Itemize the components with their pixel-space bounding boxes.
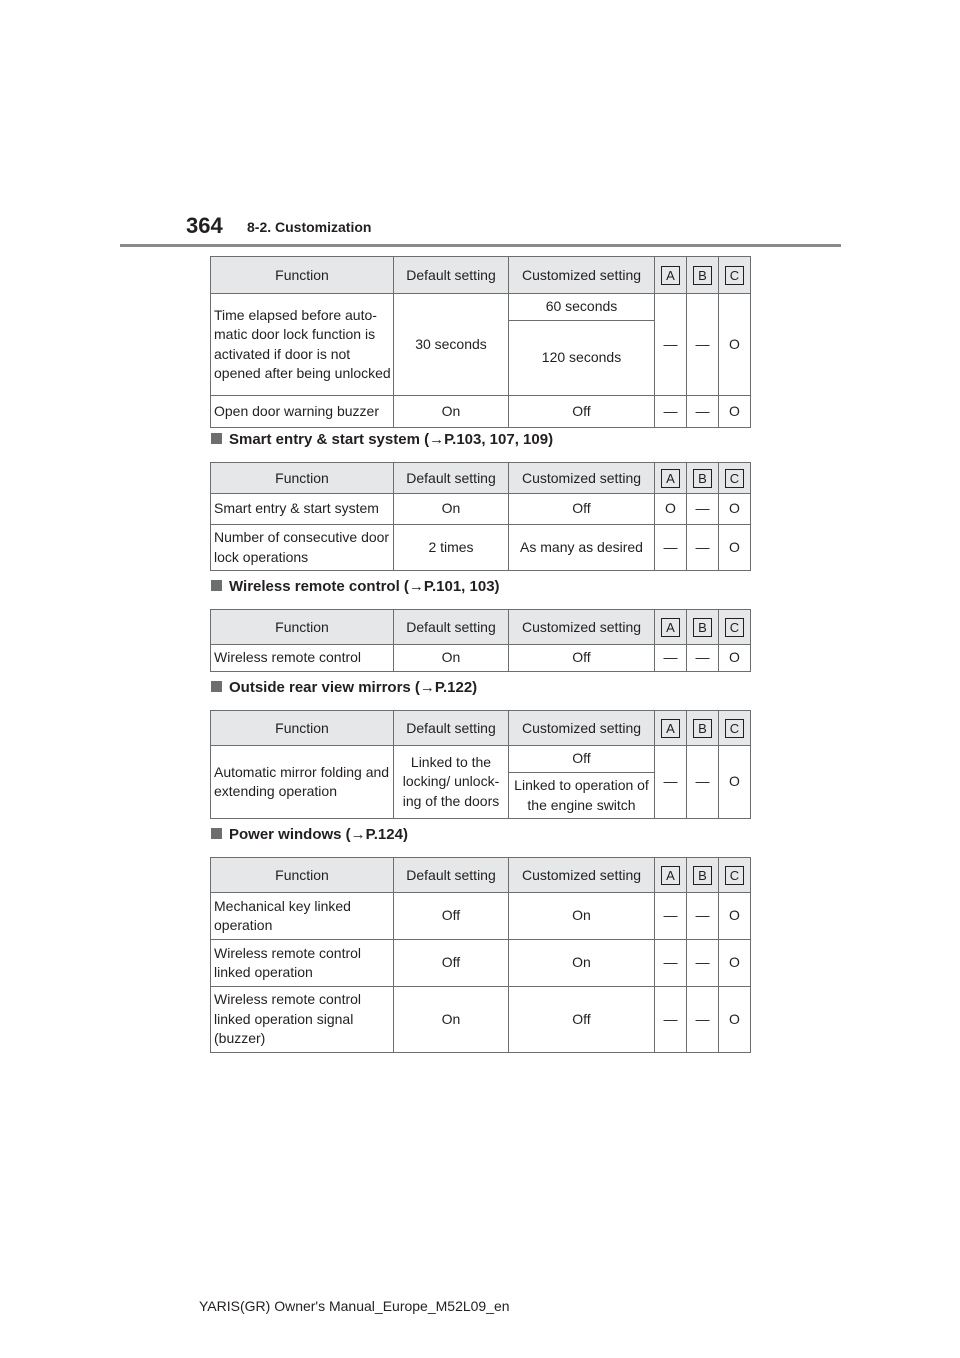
column-c-label: C — [725, 618, 744, 637]
b-mark: — — [687, 746, 719, 819]
a-mark: — — [655, 746, 687, 819]
header-customized: Customized setting — [509, 610, 655, 645]
section-title: 8-2. Customization — [247, 219, 372, 235]
column-b-label: B — [693, 266, 712, 285]
column-b-label: B — [693, 469, 712, 488]
function-cell: Open door warning buzzer — [211, 396, 394, 428]
column-a-label: A — [661, 469, 680, 488]
windows-heading: Power windows (→P.124) — [211, 826, 408, 843]
header-default: Default setting — [394, 711, 509, 746]
mirrors-heading: Outside rear view mirrors (→P.122) — [211, 679, 477, 696]
default-cell: On — [394, 494, 509, 525]
header-function: Function — [211, 858, 394, 893]
header-customized: Customized setting — [509, 711, 655, 746]
square-bullet-icon — [211, 433, 222, 444]
default-cell: Off — [394, 940, 509, 987]
header-customized: Customized setting — [509, 463, 655, 494]
column-a-label: A — [661, 266, 680, 285]
custom-cell: Linked to operation of the engine switch — [509, 773, 655, 819]
default-cell: On — [394, 987, 509, 1053]
c-mark: O — [719, 396, 751, 428]
custom-cell: Off — [509, 494, 655, 525]
b-mark: — — [687, 893, 719, 940]
b-mark: — — [687, 525, 719, 571]
default-cell: Linked to the locking/ unlock-ing of the doors — [394, 746, 509, 819]
header-default: Default setting — [394, 610, 509, 645]
header-default: Default setting — [394, 858, 509, 893]
function-cell: Smart entry & start system — [211, 494, 394, 525]
b-mark: — — [687, 987, 719, 1053]
custom-cell: As many as desired — [509, 525, 655, 571]
custom-cell: Off — [509, 746, 655, 773]
square-bullet-icon — [211, 828, 222, 839]
b-mark: — — [687, 294, 719, 396]
function-cell: Wireless remote control linked operation signal (buzzer) — [211, 987, 394, 1053]
wireless-table — [210, 609, 751, 672]
header-default: Default setting — [394, 463, 509, 494]
wireless-heading: Wireless remote control (→P.101, 103) — [211, 578, 500, 595]
function-cell: Number of consecutive door lock operations — [211, 525, 394, 571]
c-mark: O — [719, 294, 751, 396]
function-cell: Automatic mirror folding and extending operation — [211, 746, 394, 819]
default-cell: Off — [394, 893, 509, 940]
header-function: Function — [211, 257, 394, 294]
custom-cell: Off — [509, 645, 655, 672]
c-mark: O — [719, 940, 751, 987]
smart-entry-heading: Smart entry & start system (→P.103, 107, 109) — [211, 431, 553, 448]
column-c-label: C — [725, 469, 744, 488]
a-mark: — — [655, 987, 687, 1053]
column-c-label: C — [725, 719, 744, 738]
column-a-label: A — [661, 618, 680, 637]
footer-text: YARIS(GR) Owner's Manual_Europe_M52L09_en — [199, 1298, 510, 1314]
header-customized: Customized setting — [509, 858, 655, 893]
c-mark: O — [719, 645, 751, 672]
default-cell: 2 times — [394, 525, 509, 571]
b-mark: — — [687, 396, 719, 428]
smart-entry-table — [210, 462, 751, 571]
header-function: Function — [211, 463, 394, 494]
column-c-label: C — [725, 266, 744, 285]
a-mark: — — [655, 396, 687, 428]
column-b-label: B — [693, 618, 712, 637]
column-a-label: A — [661, 866, 680, 885]
header-default: Default setting — [394, 257, 509, 294]
square-bullet-icon — [211, 580, 222, 591]
c-mark: O — [719, 893, 751, 940]
function-cell: Mechanical key linked operation — [211, 893, 394, 940]
default-cell: On — [394, 396, 509, 428]
c-mark: O — [719, 525, 751, 571]
a-mark: O — [655, 494, 687, 525]
c-mark: O — [719, 746, 751, 819]
column-a-label: A — [661, 719, 680, 738]
default-cell: On — [394, 645, 509, 672]
default-cell: 30 seconds — [394, 294, 509, 396]
custom-cell: Off — [509, 987, 655, 1053]
b-mark: — — [687, 645, 719, 672]
column-b-label: B — [693, 719, 712, 738]
square-bullet-icon — [211, 681, 222, 692]
a-mark: — — [655, 645, 687, 672]
a-mark: — — [655, 893, 687, 940]
header-function: Function — [211, 711, 394, 746]
function-cell: Time elapsed before auto-matic door lock function is activated if door is not opened after being unlocked — [211, 294, 394, 396]
custom-cell: Off — [509, 396, 655, 428]
c-mark: O — [719, 987, 751, 1053]
column-b-label: B — [693, 866, 712, 885]
custom-cell: On — [509, 940, 655, 987]
a-mark: — — [655, 294, 687, 396]
a-mark: — — [655, 525, 687, 571]
b-mark: — — [687, 940, 719, 987]
c-mark: O — [719, 494, 751, 525]
door-lock-table — [210, 256, 751, 428]
custom-cell: On — [509, 893, 655, 940]
header-customized: Customized setting — [509, 257, 655, 294]
page-number: 364 — [186, 213, 223, 238]
function-cell: Wireless remote control linked operation — [211, 940, 394, 987]
windows-table — [210, 857, 751, 1053]
a-mark: — — [655, 940, 687, 987]
custom-cell: 60 seconds — [509, 294, 655, 321]
header-function: Function — [211, 610, 394, 645]
column-c-label: C — [725, 866, 744, 885]
mirrors-table — [210, 710, 751, 819]
b-mark: — — [687, 494, 719, 525]
function-cell: Wireless remote control — [211, 645, 394, 672]
header-rule — [120, 244, 841, 247]
custom-cell: 120 seconds — [509, 321, 655, 396]
